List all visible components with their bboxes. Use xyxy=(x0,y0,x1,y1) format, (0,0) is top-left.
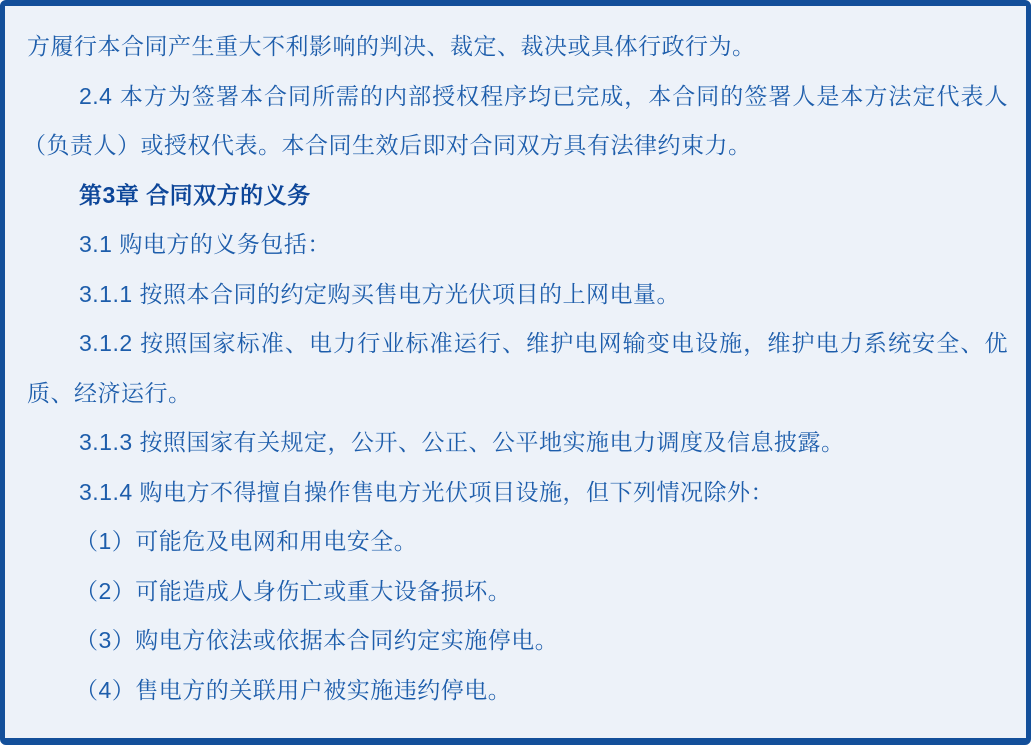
chapter-heading: 第3章 合同双方的义务 xyxy=(79,181,311,208)
contract-text-body xyxy=(5,6,1026,715)
text-line: 3.1.3 按照国家有关规定，公开、公正、公平地实施电力调度及信息披露。 xyxy=(79,429,845,455)
text-line: （1）可能危及电网和用电安全。 xyxy=(75,528,418,554)
text-line: 3.1.4 购电方不得擅自操作售电方光伏项目设施，但下列情况除外： xyxy=(79,478,775,505)
text-line: （2）可能造成人身伤亡或重大设备损坏。 xyxy=(75,577,512,604)
text-line: 方履行本合同产生重大不利影响的判决、裁定、裁决或具体行政行为。 xyxy=(27,33,756,59)
text-line: 2.4 本方为签署本合同所需的内部授权程序均已完成，本合同的签署人是本方法定代表人 xyxy=(79,82,1008,109)
text-line: 质、经济运行。 xyxy=(27,379,192,406)
text-line: （4）售电方的关联用户被实施违约停电。 xyxy=(75,676,512,703)
text-line: 3.1 购电方的义务包括： xyxy=(79,231,331,257)
text-line: （3）购电方依法或依据本合同约定实施停电。 xyxy=(75,627,559,653)
text-line: 3.1.2 按照国家标准、电力行业标准运行、维护电网输变电设施，维护电力系统安全、优 xyxy=(79,330,1008,356)
text-line: 3.1.1 按照本合同的约定购买售电方光伏项目的上网电量。 xyxy=(79,280,681,307)
text-line: （负责人）或授权代表。本合同生效后即对合同双方具有法律约束力。 xyxy=(23,132,752,158)
